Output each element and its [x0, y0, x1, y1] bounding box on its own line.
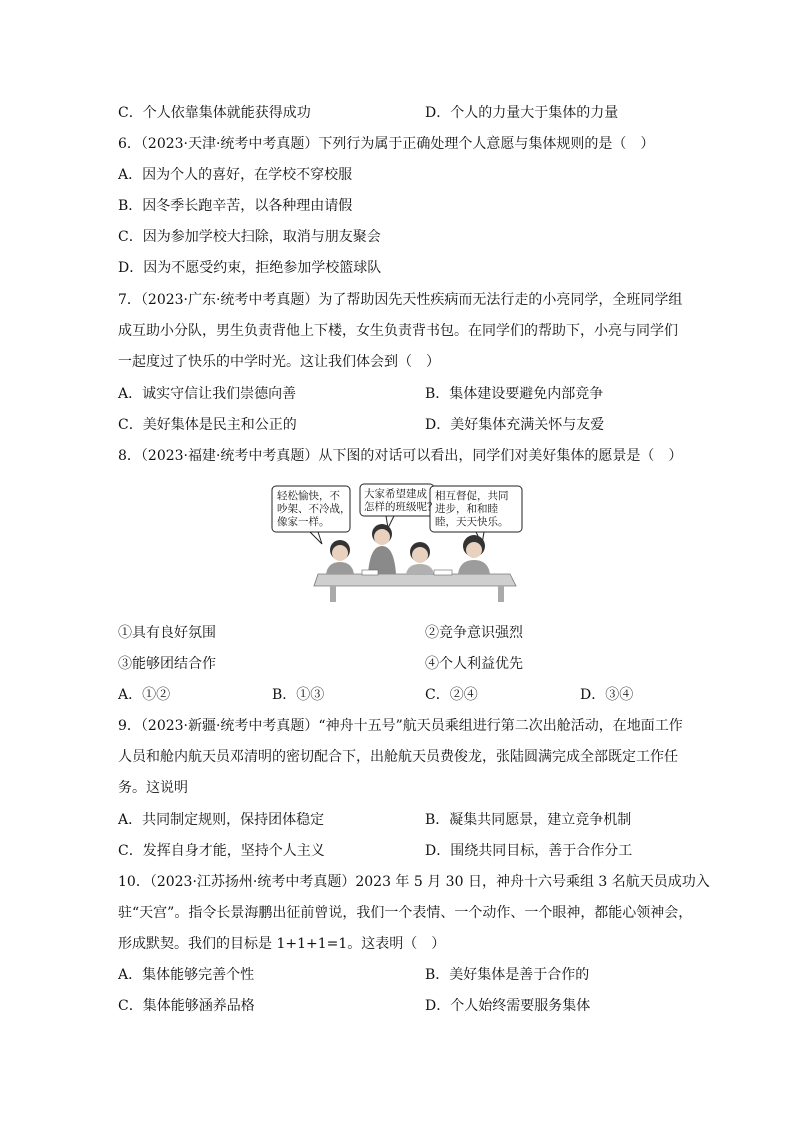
- q10-stem-line3: 形成默契。我们的目标是 1+1+1=1。这表明（ ）: [118, 936, 446, 952]
- q9-stem-line2: 人员和舱内航天员邓清明的密切配合下，出舱航天员费俊龙，张陆圆满完成全部既定工作任: [118, 749, 678, 765]
- q9-option-a: A．共同制定规则，保持团体稳定: [118, 812, 325, 828]
- bubble-left-line2: 吵架、不冷战，: [277, 503, 351, 515]
- student-girl-right: [458, 535, 490, 574]
- q8-stem: 8．（2023·福建·统考中考真题）从下图的对话可以看出，同学们对美好集体的愿景是（ ）: [118, 448, 683, 464]
- q7-option-c: C．美好集体是民主和公正的: [118, 417, 297, 433]
- bubble-right-line1: 相互督促，共同: [435, 490, 509, 502]
- bubble-right-line2: 进步，和和睦: [435, 503, 498, 515]
- bubble-left-line1: 轻松愉快，不: [277, 490, 340, 502]
- q6-option-d: D．因为不愿受约束，拒绝参加学校篮球队: [118, 260, 382, 276]
- bubble-right-line3: 睦，天天快乐。: [435, 516, 509, 528]
- q9-option-c: C．发挥自身才能，坚持个人主义: [118, 843, 325, 859]
- student-girl-standing: [368, 524, 396, 574]
- q9-stem-line3: 务。这说明: [118, 780, 188, 796]
- q8-dialogue-illustration: [270, 482, 532, 604]
- q7-stem-line2: 成互助小分队，男生负责背他上下楼，女生负责背书包。在同学们的帮助下，小亮与同学们: [118, 323, 678, 339]
- q10-stem-line1: 10．（2023·江苏扬州·统考中考真题）2023 年 5 月 30 日，神舟十六号乘组 3 名航天员成功入: [118, 874, 710, 890]
- q9-option-d: D．围绕共同目标，善于合作分工: [425, 843, 633, 859]
- q5-option-c: C．个人依靠集体就能获得成功: [118, 105, 311, 121]
- q10-option-a: A．集体能够完善个性: [118, 967, 255, 983]
- q9-option-b: B．凝集共同愿景，建立竞争机制: [425, 812, 632, 828]
- q9-stem-line1: 9．（2023·新疆·统考中考真题）“神舟十五号”航天员乘组进行第二次出舱活动，在地面工作: [118, 718, 683, 734]
- q8-option-c: C．②④: [425, 687, 478, 703]
- bubble-middle-line2: 怎样的班级呢？: [364, 501, 438, 513]
- q7-stem-line3: 一起度过了快乐的中学时光。这让我们体会到（ ）: [118, 354, 440, 370]
- bubble-left-line3: 像家一样。: [277, 516, 330, 528]
- q6-option-c: C．因为参加学校大扫除，取消与朋友聚会: [118, 229, 381, 245]
- q8-option-d: D．③④: [580, 687, 634, 703]
- q8-option-b: B．①③: [272, 687, 325, 703]
- q6-option-b: B．因冬季长跑辛苦，以各种理由请假: [118, 198, 353, 214]
- table: [314, 574, 516, 586]
- q7-option-b: B．集体建设要避免内部竞争: [425, 386, 604, 402]
- student-girl-middle: [406, 542, 434, 574]
- q8-item-1: ①具有良好氛围: [118, 625, 216, 641]
- q10-option-d: D．个人始终需要服务集体: [425, 998, 591, 1014]
- q8-item-4: ④个人利益优先: [425, 656, 523, 672]
- q7-option-a: A．诚实守信让我们崇德向善: [118, 386, 297, 402]
- q8-option-a: A．①②: [118, 687, 171, 703]
- q6-option-a: A．因为个人的喜好，在学校不穿校服: [118, 167, 353, 183]
- student-boy-left: [326, 540, 354, 574]
- q10-option-c: C．集体能够涵养品格: [118, 998, 255, 1014]
- q6-stem: 6．（2023·天津·统考中考真题）下列行为属于正确处理个人意愿与集体规则的是（ ）: [118, 136, 655, 152]
- q8-item-3: ③能够团结合作: [118, 656, 216, 672]
- q10-stem-line2: 驻“天宫”。指令长景海鹏出征前曾说，我们一个表情、一个动作、一个眼神，都能心领神会，: [118, 905, 693, 921]
- q8-item-2: ②竞争意识强烈: [425, 625, 523, 641]
- q10-option-b: B．美好集体是善于合作的: [425, 967, 590, 983]
- q5-option-d: D．个人的力量大于集体的力量: [425, 105, 619, 121]
- q7-option-d: D．美好集体充满关怀与友爱: [425, 417, 605, 433]
- bubble-middle-line1: 大家希望建成: [364, 488, 427, 500]
- q7-stem-line1: 7．（2023·广东·统考中考真题）为了帮助因先天性疾病而无法行走的小亮同学，全班同学组: [118, 292, 683, 308]
